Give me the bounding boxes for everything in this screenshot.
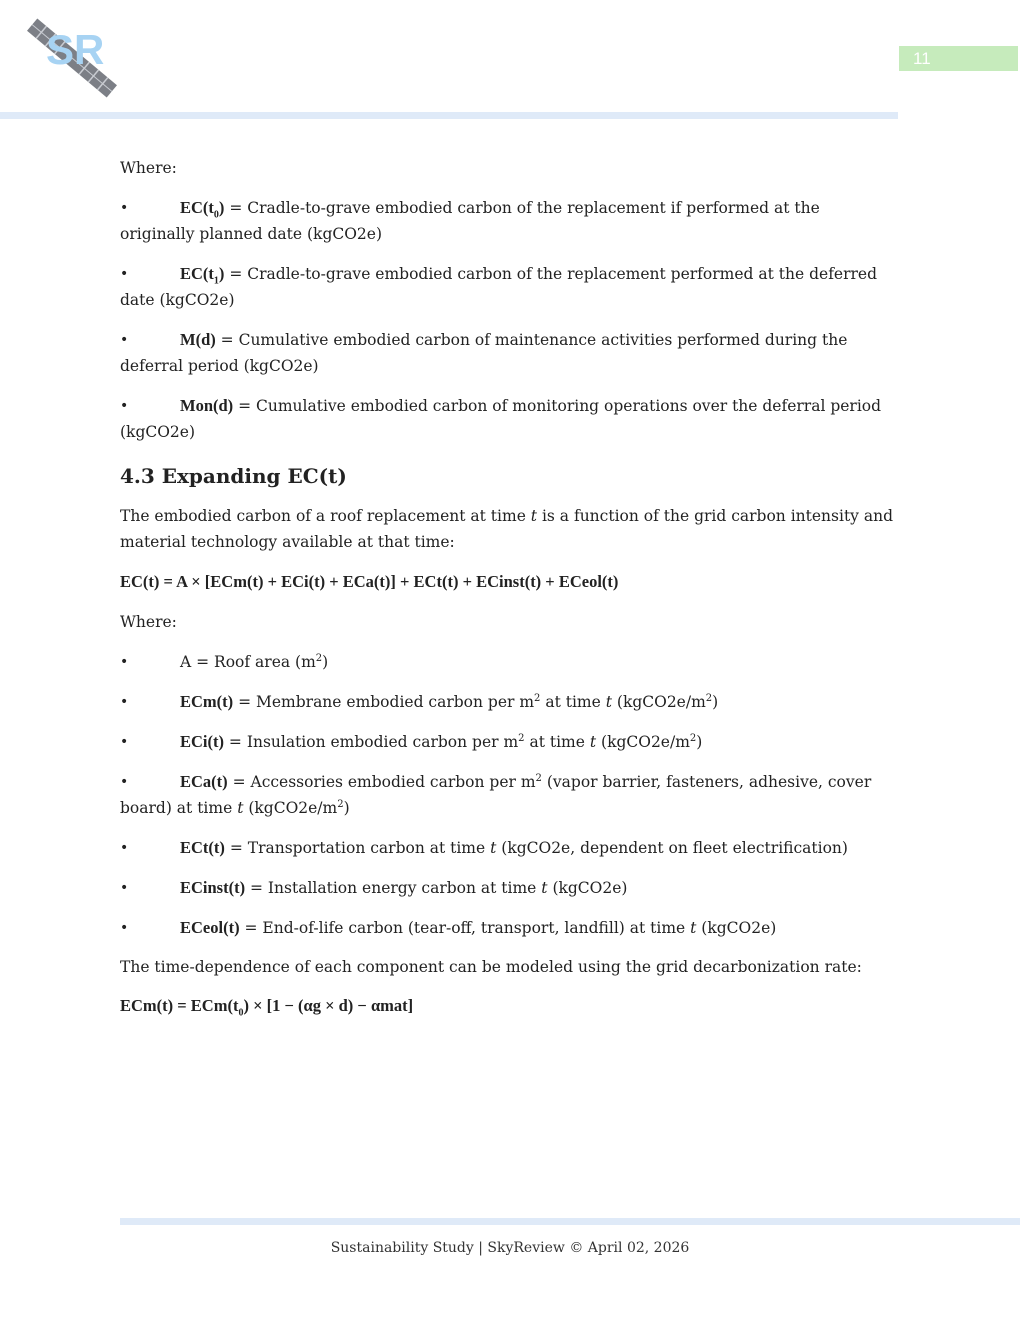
bullet: • <box>120 734 129 750</box>
page-footer: Sustainability Study | SkyReview © April 02, 2026 <box>330 1240 690 1256</box>
header-divider <box>0 112 898 119</box>
intro-paragraph: The embodied carbon of a roof replacement at time t is a function of the grid carbon intensity and material technology available at that time: <box>120 507 894 551</box>
formula-ecm-t: $ECm(t) = ECm(t_0) \times [1 - (\alpha g \times d) - \alpha mat]$ <box>120 996 414 1019</box>
list-item: • A = Roof area $(m^2)$ <box>120 649 895 675</box>
bullet: • <box>120 398 129 414</box>
list-item: • ECinst(t) = Installation energy carbon at time t (kgCO2e) <box>120 875 895 901</box>
where-label: Where: <box>120 159 177 177</box>
term-description: = Cradle-to-grave embodied carbon of the replacement if performed at the originally planned date (kgCO2e) <box>120 199 820 243</box>
term-ec-t1: $EC(t_1)$ <box>180 264 225 287</box>
list-item: • ECt(t) = Transportation carbon at time t (kgCO2e, dependent on fleet electrification) <box>120 835 895 861</box>
bullet: • <box>120 332 129 348</box>
list-item <box>120 261 895 313</box>
term-ec-t0: $EC(t_0)$ <box>180 198 225 221</box>
page-number: 11 <box>899 46 1018 71</box>
term-ecinst: ECinst(t) <box>180 878 246 897</box>
term-description: = Cumulative embodied carbon of maintenance activities performed during the deferral period (kgCO2e) <box>120 331 848 375</box>
term-ect: ECt(t) <box>180 838 225 857</box>
bullet: • <box>120 774 129 790</box>
term-description: = Cradle-to-grave embodied carbon of the replacement performed at the deferred date (kgCO2e) <box>120 265 878 309</box>
term-eca: ECa(t) <box>180 772 228 791</box>
term-eci: ECi(t) <box>180 732 224 751</box>
logo-lettering: SR <box>46 26 105 73</box>
list-item: • ECi(t) = Insulation embodied carbon per $m^2$ at time t $(kgCO2e/m^2)$ <box>120 729 895 755</box>
section-heading: 4.3 Expanding EC(t) <box>120 464 347 488</box>
term-ecm: ECm(t) <box>180 692 234 711</box>
term-mon-d: Mon(d) <box>180 396 234 415</box>
bullet: • <box>120 266 129 282</box>
term-eceol: ECeol(t) <box>180 918 240 937</box>
list-item <box>120 195 895 247</box>
bullet: • <box>120 920 129 936</box>
bullet: • <box>120 694 129 710</box>
list-item: • ECa(t) = Accessories embodied carbon per $m^2$ (vapor barrier, fasteners, adhesive, cover board) at time t $(kgCO2e/m^2)$ <box>120 769 895 821</box>
list-item: • ECeol(t) = End-of-life carbon (tear-off, transport, landfill) at time t (kgCO2e) <box>120 915 895 941</box>
bullet: • <box>120 200 129 216</box>
bullet: • <box>120 654 129 670</box>
term-a: A <box>180 653 192 671</box>
term-m-d: M(d) <box>180 330 216 349</box>
list-item <box>120 327 895 379</box>
list-item: • ECm(t) = Membrane embodied carbon per $m^2$ at time t $(kgCO2e/m^2)$ <box>120 689 895 715</box>
bullet: • <box>120 840 129 856</box>
bullet: • <box>120 880 129 896</box>
page-content <box>120 155 895 1019</box>
company-logo <box>26 16 122 100</box>
time-dependence-paragraph: The time-dependence of each component can be modeled using the grid decarbonization rate: <box>120 958 862 976</box>
term-description: = Cumulative embodied carbon of monitoring operations over the deferral period (kgCO2e) <box>120 397 882 441</box>
formula-ec-t: EC(t) = A × [ECm(t) + ECi(t) + ECa(t)] + ECt(t) + ECinst(t) + ECeol(t) <box>120 572 619 591</box>
footer-divider <box>120 1218 1020 1225</box>
where-label: Where: <box>120 613 177 631</box>
list-item <box>120 393 895 445</box>
